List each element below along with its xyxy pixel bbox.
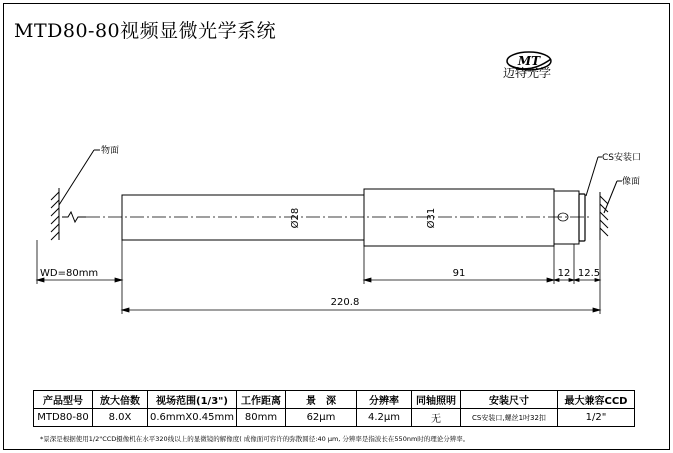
image-plane	[600, 192, 608, 240]
value-resolution: 4.2μm	[356, 409, 411, 427]
value-model: MTD80-80	[34, 409, 93, 427]
spec-header-row	[34, 391, 635, 409]
image-plane-label: 像面	[622, 177, 641, 187]
image-plane-leader	[604, 181, 622, 213]
header-coaxial-illumination: 同轴照明	[411, 391, 460, 409]
header-magnification: 放大倍数	[93, 391, 148, 409]
footnote: *景深是根据使用1/2"CCD摄像机在水平320线以上的显微镜的解像度( 成像面可容许的弥散圆径:40 μm, 分辨率是指波长在550nm时的理论分辨率。	[40, 435, 470, 443]
header-model: 产品型号	[34, 391, 93, 409]
cs-mount-leader	[586, 157, 602, 196]
diameter-28-label: Ø28	[290, 207, 301, 229]
value-magnification: 8.0X	[93, 409, 148, 427]
dim-220-8-label: 220.8	[330, 297, 360, 308]
value-mount-size: CS安装口,螺丝1吋32扣	[460, 409, 557, 427]
value-field-of-view: 0.6mmX0.45mm	[148, 409, 237, 427]
header-field-of-view: 视场范围(1/3")	[148, 391, 237, 409]
header-resolution: 分辨率	[356, 391, 411, 409]
dim-220-8	[122, 308, 600, 312]
header-depth-of-field: 景 深	[285, 391, 356, 409]
value-coaxial-illumination: 无	[411, 409, 460, 427]
cs-mount-label: CS安装口	[602, 153, 641, 163]
dim-91-label: 91	[452, 268, 466, 279]
cs-mount-thread	[579, 194, 585, 241]
company-name: 迈特光学	[503, 66, 552, 80]
wd-label: WD=80mm	[40, 268, 99, 279]
logo-mark: MT	[517, 54, 541, 68]
value-max-ccd: 1/2"	[557, 409, 634, 427]
header-working-distance: 工作距离	[236, 391, 285, 409]
value-working-distance: 80mm	[236, 409, 285, 427]
dim-12-label: 12	[557, 268, 571, 279]
extension-lines	[37, 240, 600, 314]
spec-table	[33, 390, 635, 427]
object-plane-label: 物面	[101, 146, 120, 156]
lens-barrel-large	[364, 189, 554, 246]
object-plane-leader	[59, 150, 100, 205]
page-title: MTD80-80视频显微光学系统	[14, 20, 277, 42]
header-mount-size: 安装尺寸	[460, 391, 557, 409]
header-max-ccd: 最大兼容CCD	[557, 391, 634, 409]
object-plane	[51, 188, 59, 240]
break-mark	[62, 212, 86, 222]
lens-barrel-small	[122, 195, 364, 240]
value-depth-of-field: 62μm	[285, 409, 356, 427]
dim-12-5-label: 12.5	[577, 268, 601, 279]
diameter-31-label: Ø31	[426, 207, 437, 229]
spec-value-row	[34, 409, 635, 427]
